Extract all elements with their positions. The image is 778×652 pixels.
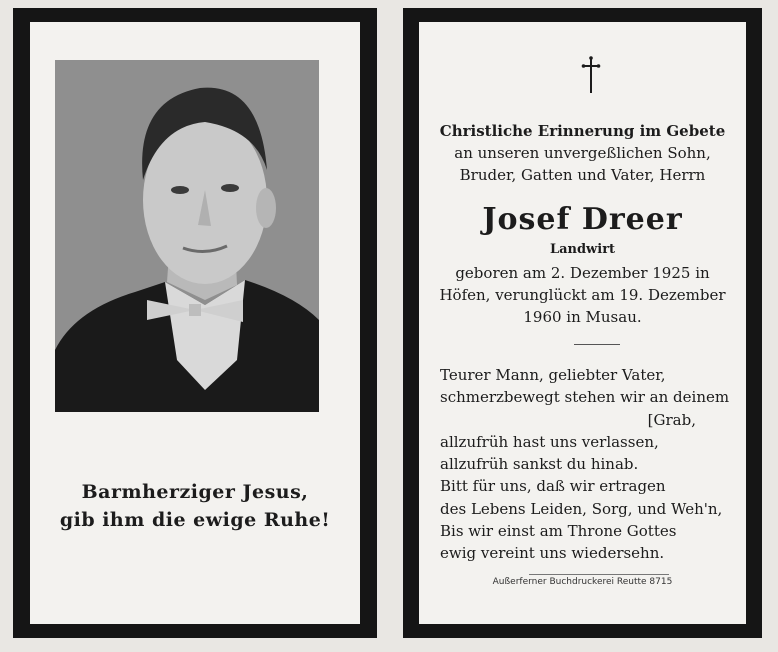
prayer-line-1: Barmherziger Jesus, <box>81 481 309 503</box>
deceased-name: Josef Dreer <box>482 202 683 237</box>
left-card-paper <box>30 22 360 624</box>
profession: Landwirt <box>549 242 616 257</box>
prayer-text <box>30 478 360 534</box>
printer-rule <box>529 574 669 575</box>
poem-line: [Grab, <box>647 410 696 429</box>
right-card <box>403 8 762 638</box>
poem-line: schmerzbewegt stehen wir an deinem <box>440 388 730 407</box>
right-card-paper <box>419 22 746 624</box>
life-dates <box>419 262 746 328</box>
poem <box>440 364 736 565</box>
memorial-heading: Christliche Erinnerung im Gebete <box>439 122 726 140</box>
poem-line: ewig vereint uns wiedersehn. <box>440 544 665 563</box>
poem-line: Teurer Mann, geliebter Vater, <box>440 366 666 384</box>
dates-line-3: 1960 in Musau. <box>523 308 642 326</box>
intro-line-1: an unseren unvergeßlichen Sohn, <box>454 144 711 162</box>
portrait-photo <box>55 60 319 412</box>
dates-line-2: Höfen, verunglückt am 19. Dezember <box>439 286 726 304</box>
left-card <box>13 8 377 638</box>
prayer-line-2: gib ihm die ewige Ruhe! <box>59 509 331 531</box>
cross-icon <box>581 56 601 94</box>
intro-text <box>419 142 746 186</box>
poem-line: Bitt für uns, daß wir ertragen <box>440 477 666 496</box>
intro-line-2: Bruder, Gatten und Vater, Herrn <box>459 166 706 184</box>
poem-line: allzufrüh sankst du hinab. <box>440 455 639 474</box>
poem-line: allzufrüh hast uns verlassen, <box>440 432 659 451</box>
poem-line: Bis wir einst am Throne Gottes <box>440 522 677 541</box>
divider <box>574 344 620 345</box>
printer-imprint: Außerferner Buchdruckerei Reutte 8715 <box>492 577 673 587</box>
poem-line: des Lebens Leiden, Sorg, und Weh'n, <box>440 499 723 518</box>
dates-line-1: geboren am 2. Dezember 1925 in <box>455 264 710 282</box>
